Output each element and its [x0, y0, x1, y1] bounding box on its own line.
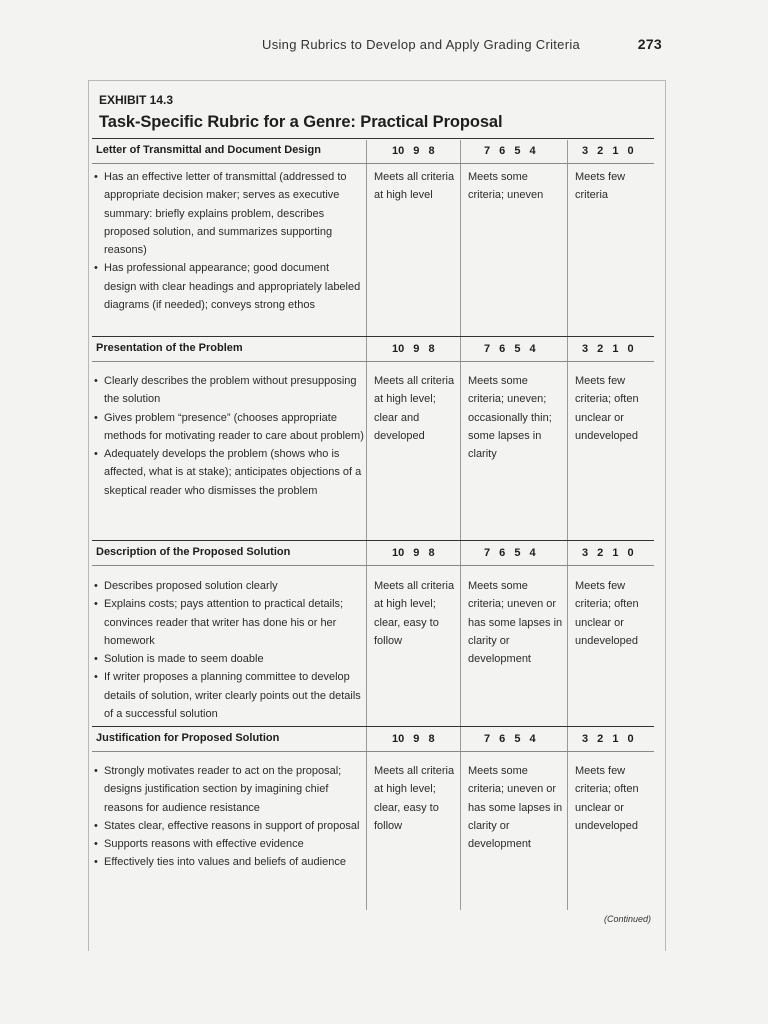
low-level-descriptor: Meets few criteria; often unclear or undeveloped	[575, 765, 639, 832]
running-head-title: Using Rubrics to Develop and Apply Grading Criteria	[262, 37, 581, 52]
criteria-list	[92, 577, 364, 723]
score-band-high: 10 9 8	[392, 343, 435, 355]
section-header	[92, 540, 654, 566]
section-header	[92, 336, 654, 362]
section-heading: Presentation of the Problem	[96, 342, 243, 354]
section-heading: Description of the Proposed Solution	[96, 546, 291, 558]
section-header	[92, 726, 654, 752]
score-band-low: 3 2 1 0	[582, 145, 634, 157]
section-heading: Justification for Proposed Solution	[96, 732, 280, 744]
criterion: • Has professional appearance; good document design with clear headings and appropriately labeled diagrams (if needed); conveys strong ethos	[92, 259, 364, 314]
score-band-low: 3 2 1 0	[582, 547, 634, 559]
continued-note: (Continued)	[604, 914, 652, 924]
criterion: • Clearly describes the problem without presupposing the solution	[92, 372, 364, 409]
criterion: • Explains costs; pays attention to practical details; convinces reader that writer has done his or her homework	[92, 595, 364, 650]
score-band-high: 10 9 8	[392, 145, 435, 157]
mid-level-descriptor: Meets some criteria; uneven or has some lapses in clarity or development	[468, 580, 563, 666]
criteria-list	[92, 168, 364, 314]
low-level-descriptor: Meets few criteria; often unclear or undeveloped	[575, 580, 639, 647]
section-heading: Letter of Transmittal and Document Design	[96, 144, 321, 156]
criterion: • Supports reasons with effective evidence	[92, 835, 364, 853]
criteria-list	[92, 372, 364, 500]
score-band-mid: 7 6 5 4	[484, 145, 536, 157]
criterion: • If writer proposes a planning committee to develop details of solution, writer clearly points out the details of a successful solution	[92, 668, 364, 723]
exhibit-title: Task-Specific Rubric for a Genre: Practical Proposal	[99, 113, 503, 131]
mid-level-descriptor: Meets some criteria; uneven; occasionally thin; some lapses in clarity	[468, 375, 552, 461]
page-number: 273	[637, 36, 662, 52]
mid-level-descriptor: Meets some criteria; uneven	[468, 171, 544, 202]
score-band-low: 3 2 1 0	[582, 343, 634, 355]
score-band-mid: 7 6 5 4	[484, 733, 536, 745]
score-band-low: 3 2 1 0	[582, 733, 634, 745]
criterion: • Describes proposed solution clearly	[92, 577, 364, 595]
criterion: • Solution is made to seem doable	[92, 650, 364, 668]
column-divider	[460, 140, 461, 910]
high-level-descriptor: Meets all criteria at high level	[374, 171, 455, 202]
score-band-high: 10 9 8	[392, 547, 435, 559]
score-band-mid: 7 6 5 4	[484, 547, 536, 559]
score-band-high: 10 9 8	[392, 733, 435, 745]
criterion: • Effectively ties into values and beliefs of audience	[92, 853, 364, 871]
column-divider	[366, 140, 367, 910]
criterion: • Has an effective letter of transmittal (addressed to appropriate decision maker; serves as executive summary: briefly explains problem, describes proposed solution, and summarizes supporting reasons)	[92, 168, 364, 259]
low-level-descriptor: Meets few criteria	[575, 171, 626, 202]
low-level-descriptor: Meets few criteria; often unclear or undeveloped	[575, 375, 639, 442]
criterion: • Gives problem “presence” (chooses appropriate methods for motivating reader to care about problem)	[92, 409, 364, 446]
high-level-descriptor: Meets all criteria at high level; clear and developed	[374, 375, 455, 442]
criterion: • States clear, effective reasons in support of proposal	[92, 817, 364, 835]
section-header	[92, 138, 654, 164]
high-level-descriptor: Meets all criteria at high level; clear, easy to follow	[374, 765, 455, 832]
column-divider	[567, 140, 568, 910]
criteria-list	[92, 762, 364, 872]
criterion: • Strongly motivates reader to act on the proposal; designs justification section by imagining chief reasons for audience resistance	[92, 762, 364, 817]
criterion: • Adequately develops the problem (shows who is affected, what is at stake); anticipates objections of a skeptical reader who dismisses the problem	[92, 445, 364, 500]
high-level-descriptor: Meets all criteria at high level; clear, easy to follow	[374, 580, 455, 647]
mid-level-descriptor: Meets some criteria; uneven or has some lapses in clarity or development	[468, 765, 563, 851]
exhibit-label: EXHIBIT 14.3	[99, 93, 174, 107]
score-band-mid: 7 6 5 4	[484, 343, 536, 355]
